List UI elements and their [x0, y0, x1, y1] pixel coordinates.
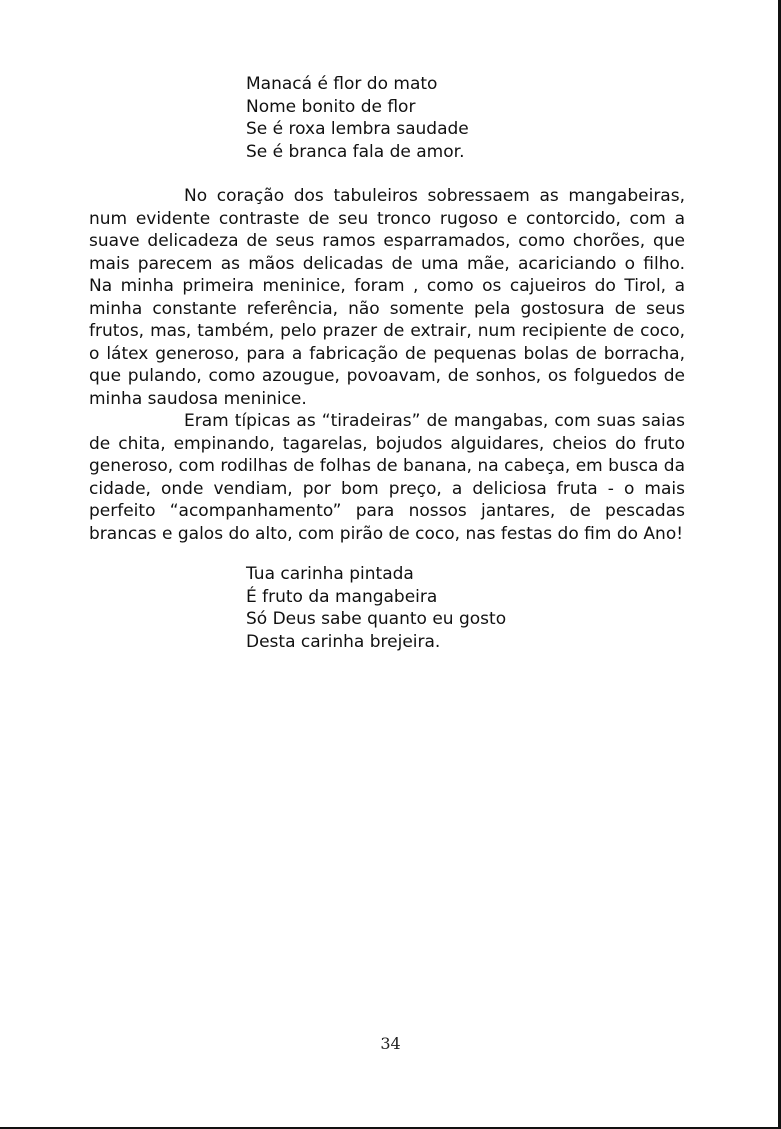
- verse-line: É fruto da mangabeira: [246, 586, 438, 607]
- verse-line: Só Deus sabe quanto eu gosto: [246, 609, 507, 629]
- prose-body: [89, 185, 685, 545]
- paragraph-tiradeiras: Eram típicas as “tiradeiras” de mangabas, com suas saias de chita, empinando, tagarelas, bojudos alguidares, cheios do fruto generoso, com rodilhas de folhas de banana, na cabeça, em busca da cidade, onde vendiam, por bom preço, a deliciosa fruta - o mais perfeito “acompanhamento” para nossos jantares, de pescadas brancas e galos do alto, com pirão de coco, nas festas do fim do Ano!: [89, 411, 685, 544]
- verse-line: Desta carinha brejeira.: [246, 631, 441, 652]
- paragraph-mangabeiras: No coração dos tabuleiros sobressaem as mangabeiras, num evidente contraste de seu tronco rugoso e contorcido, com a suave delicadeza de seus ramos esparramados, como chorões, que mais parecem as mãos delicadas de uma mãe, acariciando o filho. Na minha primeira meninice, foram , como os cajueiros do Tirol, a minha constante referência, não somente pela gostosura de seus frutos, mas, também, pelo prazer de extrair, num recipiente de coco, o látex generoso, para a fabricação de pequenas bolas de borracha, que pulando, como azougue, povoavam, de sonhos, os folguedos de minha saudosa meninice.: [89, 186, 685, 409]
- verse-line: Tua carinha pintada: [246, 564, 414, 584]
- verse-stanza-2: [246, 563, 506, 653]
- verse-line: Manacá é flor do mato: [246, 74, 438, 94]
- verse-line: Se é branca fala de amor.: [246, 141, 465, 162]
- verse-line: Se é roxa lembra saudade: [246, 119, 469, 139]
- verse-line: Nome bonito de flor: [246, 96, 416, 117]
- verse-stanza-1: [246, 73, 469, 163]
- page-number: 34: [380, 1034, 401, 1053]
